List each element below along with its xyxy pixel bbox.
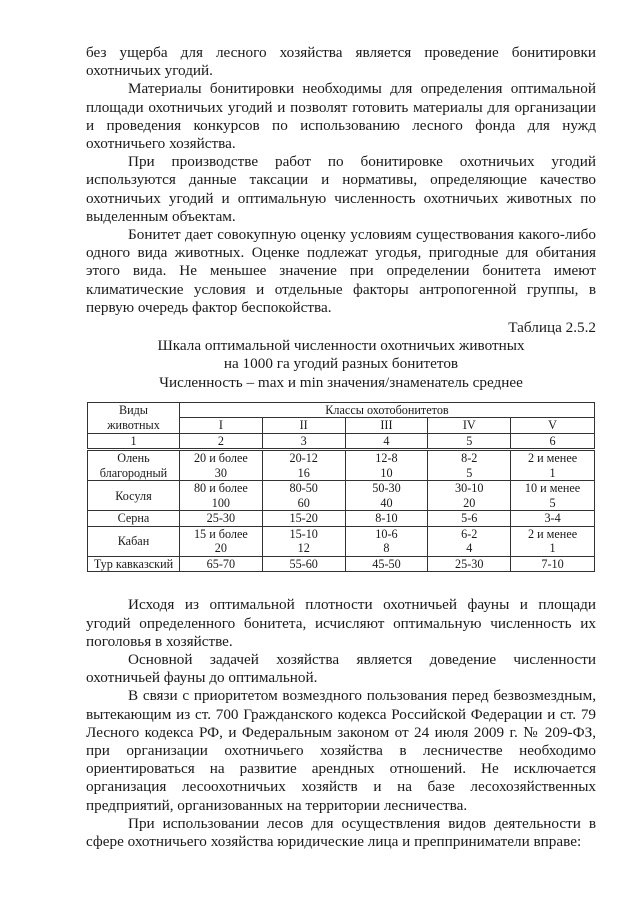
class-label: III xyxy=(345,418,428,434)
table-cell: 25-30 xyxy=(179,511,262,527)
paragraph: Исходя из оптимальной плотности охотничьей фауны и площади угодий определенного бонитета, исчисляют оптимальную численность их поголовья в хозяйстве. xyxy=(86,596,596,650)
table-cell: 45-50 xyxy=(345,556,428,572)
table-cell: 15-10 12 xyxy=(262,526,345,556)
table-cell: 15 и более 20 xyxy=(179,526,262,556)
table-subtitle: на 1000 га угодий разных бонитетов xyxy=(223,355,459,373)
table-cell: 55-60 xyxy=(262,556,345,572)
class-label: IV xyxy=(428,418,511,434)
table-cell: 5-6 xyxy=(428,511,511,527)
document-page xyxy=(86,44,596,851)
table-cell: 8-2 5 xyxy=(428,450,511,481)
paragraph: Бонитет дает совокупную оценку условиям существования какого-либо одного вида животных. Оценке подлежат угодья, пригодные для обитания этого вида. Не меньшее значение при определении бонитета имеют климатические условия и отдельные факторы антропогенной группы, в первую очередь фактор беспокойства. xyxy=(86,226,596,316)
column-number: 6 xyxy=(511,433,595,450)
table-row xyxy=(88,481,595,511)
paragraph: Основной задачей хозяйства является доведение численности охотничьей фауны до оптимальной. xyxy=(86,650,596,687)
table-cell: 10-6 8 xyxy=(345,526,428,556)
table-cell: 50-30 40 xyxy=(345,481,428,511)
class-label: I xyxy=(179,418,262,434)
table-note: Численность – max и min значения/знаменатель среднее xyxy=(159,373,523,391)
class-label: V xyxy=(511,418,595,434)
table-cell: 12-8 10 xyxy=(345,450,428,481)
table-cell: 10 и менее 5 xyxy=(511,481,595,511)
text-after-table xyxy=(86,596,596,851)
table-cell: 2 и менее 1 xyxy=(511,526,595,556)
table-cell: 2 и менее 1 xyxy=(511,450,595,481)
animal-name: Кабан xyxy=(88,526,180,556)
column-number: 1 xyxy=(88,433,180,450)
column-number: 3 xyxy=(262,433,345,450)
paragraph: Материалы бонитировки необходимы для определения оптимальной площади охотничьих угодий и позволят готовить материалы для организации и проведения конкурсов по использованию лесного фонда для нужд охотничьего хозяйства. xyxy=(86,80,596,153)
table-cell: 6-2 4 xyxy=(428,526,511,556)
table-header-row xyxy=(88,402,595,418)
class-label: II xyxy=(262,418,345,434)
paragraph: без ущерба для лесного хозяйства является проведение бонитировки охотничьих угодий. xyxy=(86,44,596,80)
paragraph: В связи с приоритетом возмездного пользования перед безвозмездным, вытекающим из ст. 700 Гражданского кодекса Российской Федерации и ст. 79 Лесного кодекса РФ, и Федеральным законом от 24 июля 2009 г. № 209-ФЗ, при организации охотничьего хозяйства в лесничестве необходимо ориентироваться на развитие арендных отношений. Не исключается организация лесоохотничьих хозяйств и на базе лесохозяйственных предприятий, организованных на территории лесничества. xyxy=(86,687,596,814)
table-cell: 7-10 xyxy=(511,556,595,572)
paragraph: При использовании лесов для осуществления видов деятельности в сфере охотничьего хозяйства юридические лица и препприниматели вправе: xyxy=(86,814,596,850)
animal-name: Косуля xyxy=(88,481,180,511)
table-row xyxy=(88,556,595,572)
table-row xyxy=(88,450,595,481)
table-cell: 65-70 xyxy=(179,556,262,572)
animal-name: Тур кавказский xyxy=(88,556,180,572)
table-column-numbers-row xyxy=(88,433,595,450)
column-number: 5 xyxy=(428,433,511,450)
table-title: Шкала оптимальной численности охотничьих животных xyxy=(157,337,525,355)
table-row xyxy=(88,511,595,527)
table-cell: 20-12 16 xyxy=(262,450,345,481)
table-number: Таблица 2.5.2 xyxy=(508,319,596,337)
table-cell: 80-50 60 xyxy=(262,481,345,511)
paragraph: При производстве работ по бонитировке охотничьих угодий используются данные таксации и нормативы, определяющие качество охотничьих угодий и оптимальную численность охотничьих животных по выделенным объектам. xyxy=(86,153,596,225)
table-cell: 25-30 xyxy=(428,556,511,572)
animal-name: Серна xyxy=(88,511,180,527)
table-cell: 8-10 xyxy=(345,511,428,527)
animal-name: Олень благородный xyxy=(88,450,180,481)
column-number: 2 xyxy=(179,433,262,450)
header-classes: Классы охотобонитетов xyxy=(179,402,594,418)
header-species: Виды животных xyxy=(88,402,180,433)
table-cell: 20 и более 30 xyxy=(179,450,262,481)
column-number: 4 xyxy=(345,433,428,450)
table-cell: 3-4 xyxy=(511,511,595,527)
table-row xyxy=(88,526,595,556)
table-cell: 80 и более 100 xyxy=(179,481,262,511)
bonitet-table xyxy=(87,402,595,573)
table-cell: 15-20 xyxy=(262,511,345,527)
table-cell: 30-10 20 xyxy=(428,481,511,511)
